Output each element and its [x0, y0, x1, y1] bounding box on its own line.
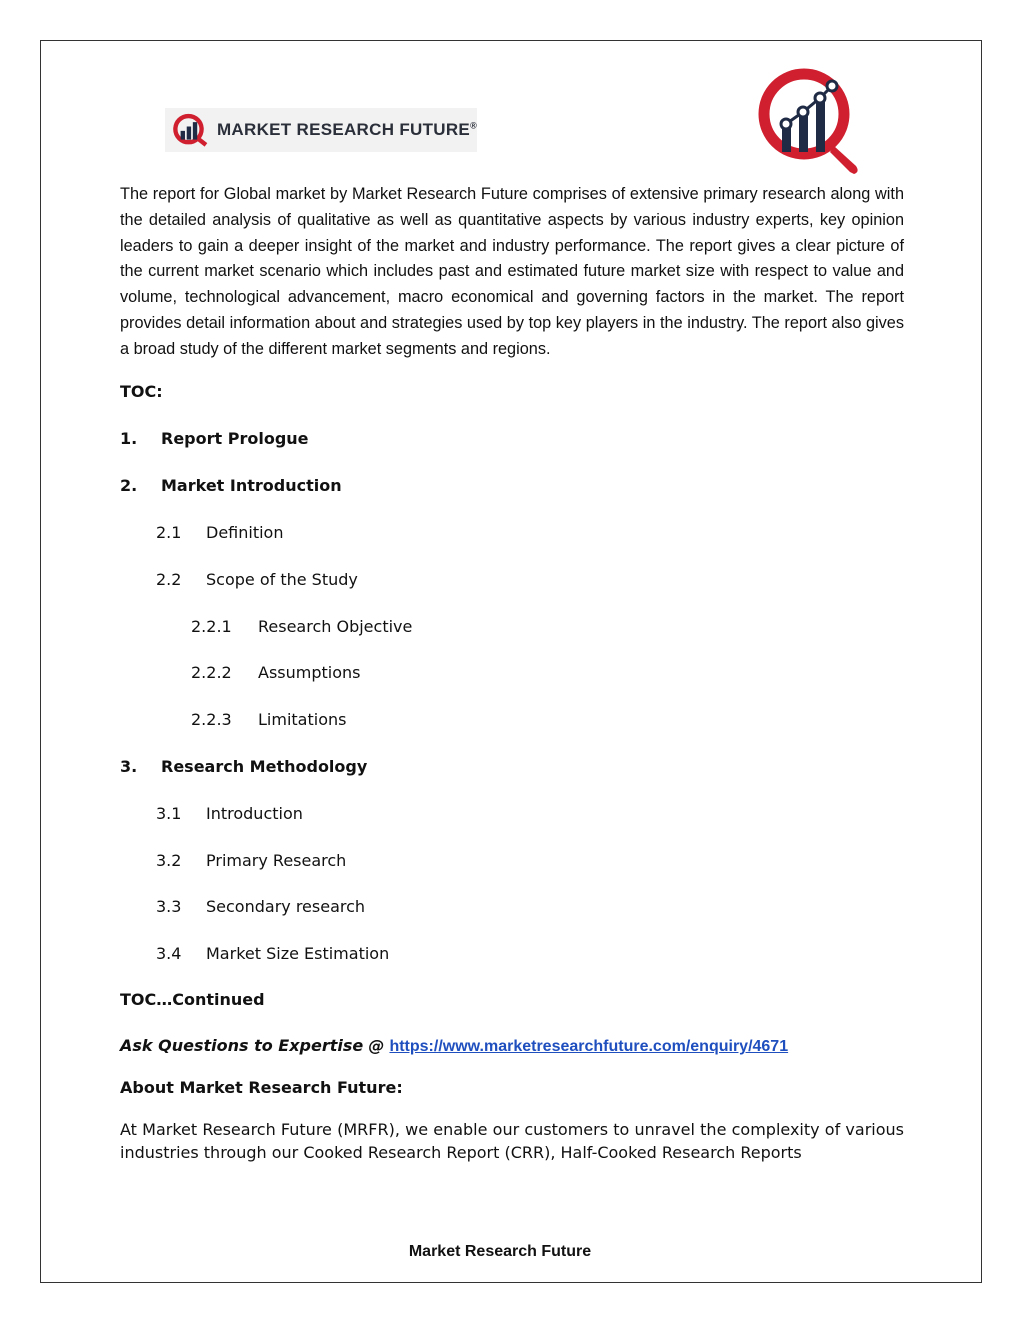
- about-heading: About Market Research Future:: [120, 1078, 403, 1097]
- toc-item[interactable]: 2.2.2 Assumptions: [191, 663, 361, 682]
- ask-at-sign: @: [368, 1036, 385, 1055]
- toc-item[interactable]: 2.1 Definition: [156, 523, 284, 542]
- ask-questions-line: [120, 1036, 788, 1056]
- toc-item[interactable]: 1. Report Prologue: [120, 429, 309, 448]
- intro-paragraph: The report for Global market by Market Research Future comprises of extensive primary research along with the detailed analysis of qualitative as well as quantitative aspects by various industry experts, key opinion leaders to gain a deeper insight of the market and industry performance. The report gives a clear picture of the current market scenario which includes past and estimated future market size with respect to value and volume, technological advancement, macro economical and governing factors in the market. The report provides detail information about and strategies used by top key players in the industry. The report also gives a broad study of the different market segments and regions.: [120, 185, 904, 358]
- ask-questions-label: Ask Questions to Expertise: [120, 1036, 364, 1055]
- market-research-future-logo-icon: [171, 110, 213, 150]
- brand-logo: [165, 108, 477, 152]
- toc-continued: TOC…Continued: [120, 990, 265, 1009]
- toc-heading: TOC:: [120, 382, 163, 401]
- toc-item[interactable]: 3.4 Market Size Estimation: [156, 944, 390, 963]
- magnifier-chart-icon: [752, 66, 868, 176]
- enquiry-link[interactable]: https://www.marketresearchfuture.com/enquiry/4671: [389, 1038, 789, 1055]
- about-paragraph: At Market Research Future (MRFR), we enable our customers to unravel the complexity of various industries through our Cooked Research Report (CRR), Half-Cooked Research Reports: [120, 1120, 904, 1162]
- toc-item[interactable]: 3. Research Methodology: [120, 757, 368, 776]
- toc-item[interactable]: 3.1 Introduction: [156, 804, 303, 823]
- toc-item[interactable]: 2.2.3 Limitations: [191, 710, 347, 729]
- logo-wordmark: MARKET RESEARCH FUTURE®: [216, 120, 477, 139]
- page-footer: Market Research Future: [408, 1243, 592, 1260]
- toc-item[interactable]: 2. Market Introduction: [120, 476, 342, 495]
- toc-item[interactable]: 3.2 Primary Research: [156, 851, 347, 870]
- toc-item[interactable]: 2.2 Scope of the Study: [156, 570, 358, 589]
- toc-item[interactable]: 2.2.1 Research Objective: [191, 617, 413, 636]
- toc-item[interactable]: 3.3 Secondary research: [156, 897, 366, 916]
